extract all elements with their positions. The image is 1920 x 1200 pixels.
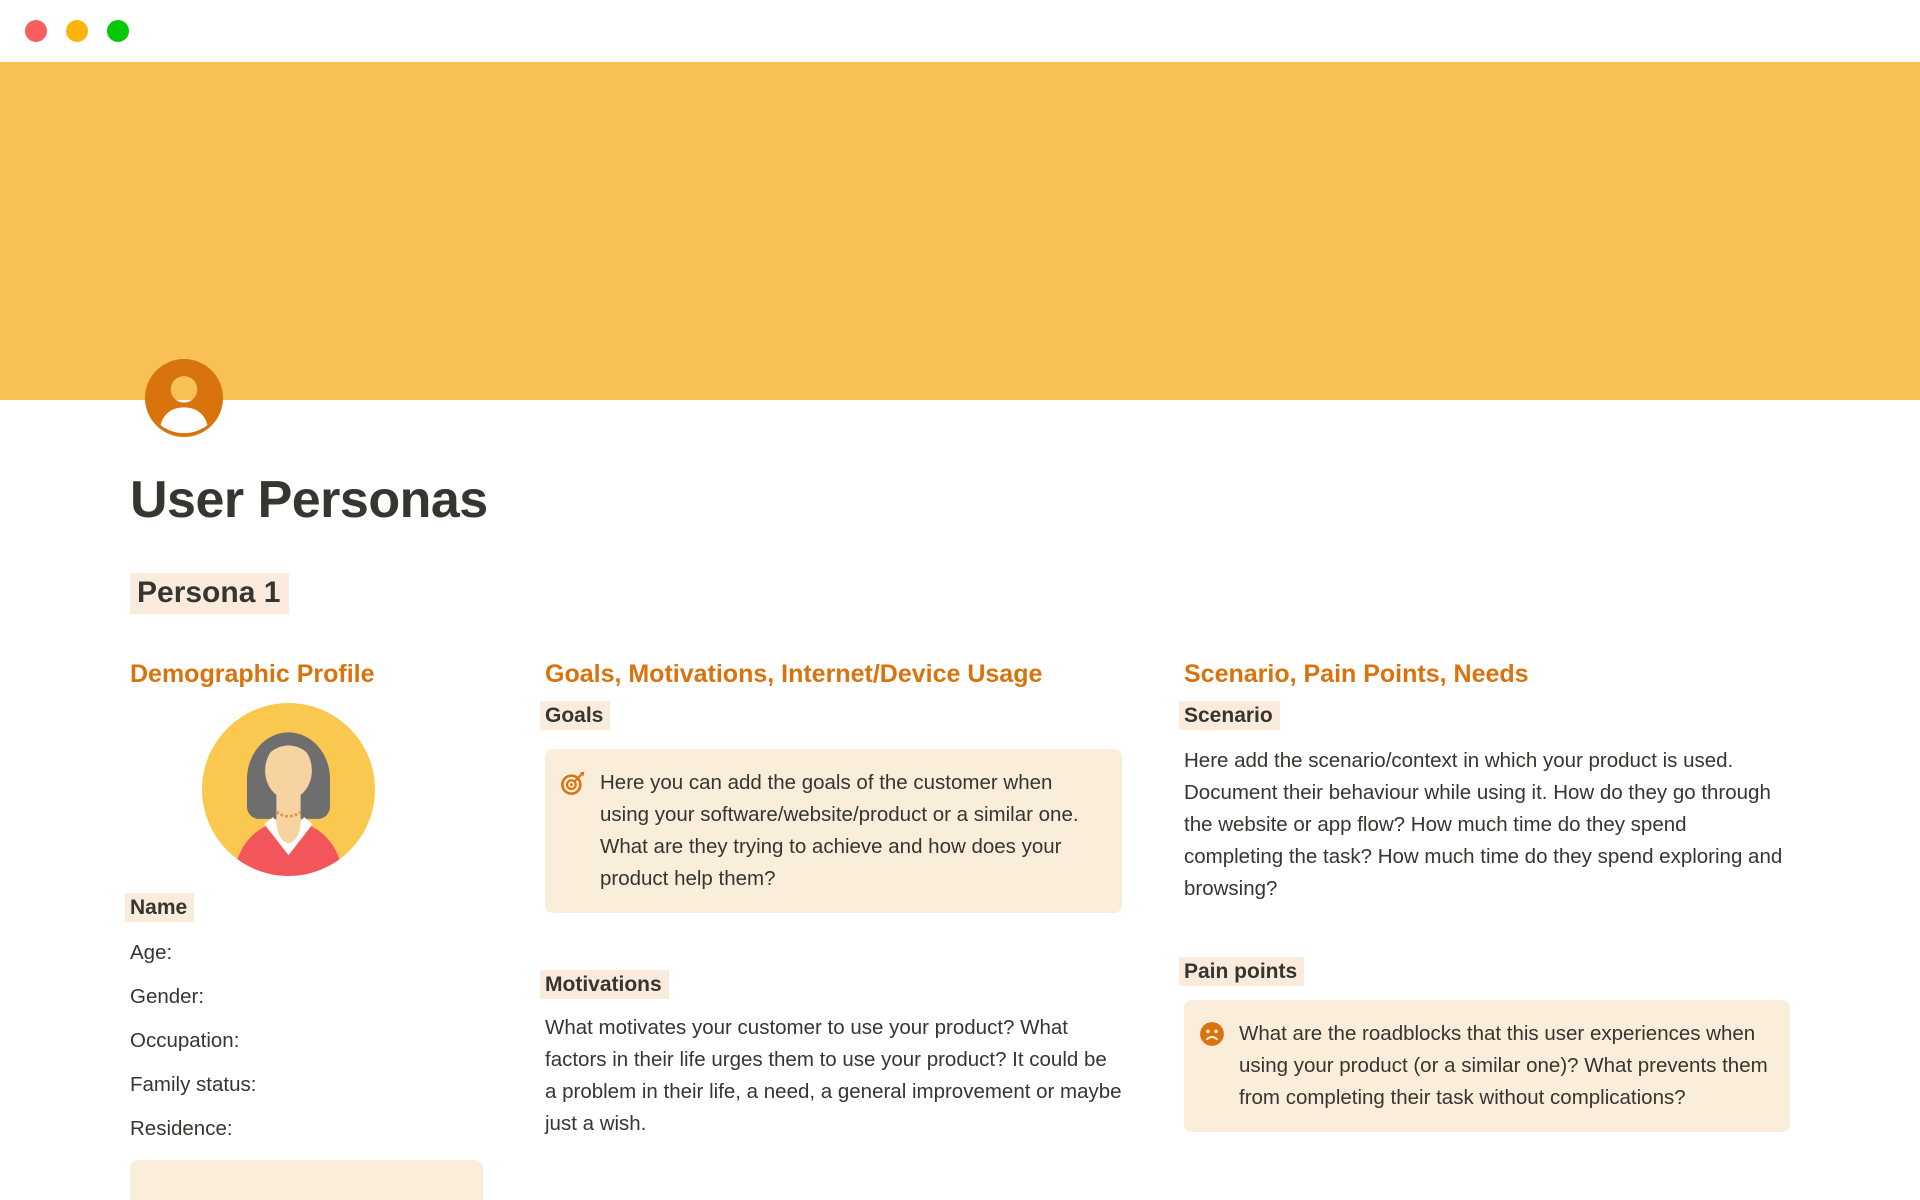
- field-residence: Residence:: [130, 1116, 233, 1140]
- page-title: User Personas: [130, 471, 488, 529]
- goals-label: Goals: [540, 701, 610, 730]
- frowning-face-icon: [1199, 1021, 1225, 1047]
- persona-heading: Persona 1: [130, 573, 289, 614]
- demographic-fields: [130, 937, 483, 1144]
- goals-motivations-heading: Goals, Motivations, Internet/Device Usage: [545, 659, 1043, 688]
- cropped-callout: [130, 1160, 483, 1200]
- motivations-text: What motivates your customer to use your product? What factors in their life urges them to use your product? It could be a problem in their life, a need, a general improvement or maybe just a wish.: [545, 1015, 1122, 1135]
- goals-callout: [545, 749, 1122, 913]
- minimize-window-button[interactable]: [66, 20, 88, 42]
- pain-points-callout-text: What are the roadblocks that this user experiences when using your product (or a similar one)? What prevents them from completing their task without complications?: [1239, 1021, 1768, 1109]
- pain-points-callout: [1184, 1000, 1790, 1132]
- cover-banner[interactable]: [0, 62, 1920, 400]
- woman-avatar-image: [202, 703, 375, 876]
- columns-layout: [130, 659, 1800, 1200]
- scenario-text: Here add the scenario/context in which your product is used. Document their behaviour while using it. How do they go through the website or app flow? How much time do they spend completing the task? How much time do they spend exploring and browsing?: [1184, 748, 1783, 900]
- page-content: [0, 471, 1920, 1200]
- field-gender: Gender:: [130, 984, 205, 1008]
- column-demographic: [130, 659, 483, 1200]
- field-age: Age:: [130, 940, 173, 964]
- pain-points-label: Pain points: [1179, 957, 1304, 986]
- target-icon: [560, 770, 586, 796]
- column-goals-motivations: [545, 659, 1122, 1200]
- demographic-heading: Demographic Profile: [130, 659, 375, 688]
- window-titlebar: [0, 0, 1920, 62]
- close-window-button[interactable]: [25, 20, 47, 42]
- scenario-label: Scenario: [1179, 701, 1280, 730]
- person-circle-icon[interactable]: [145, 359, 223, 437]
- field-occupation: Occupation:: [130, 1028, 240, 1052]
- column-scenario-pain: [1184, 659, 1790, 1200]
- motivations-label: Motivations: [540, 970, 669, 999]
- field-family-status: Family status:: [130, 1072, 257, 1096]
- zoom-window-button[interactable]: [107, 20, 129, 42]
- scenario-pain-heading: Scenario, Pain Points, Needs: [1184, 659, 1529, 688]
- name-label: Name: [125, 893, 194, 922]
- goals-callout-text: Here you can add the goals of the customer when using your software/website/product or a similar one. What are they trying to achieve and how does your product help them?: [600, 770, 1079, 890]
